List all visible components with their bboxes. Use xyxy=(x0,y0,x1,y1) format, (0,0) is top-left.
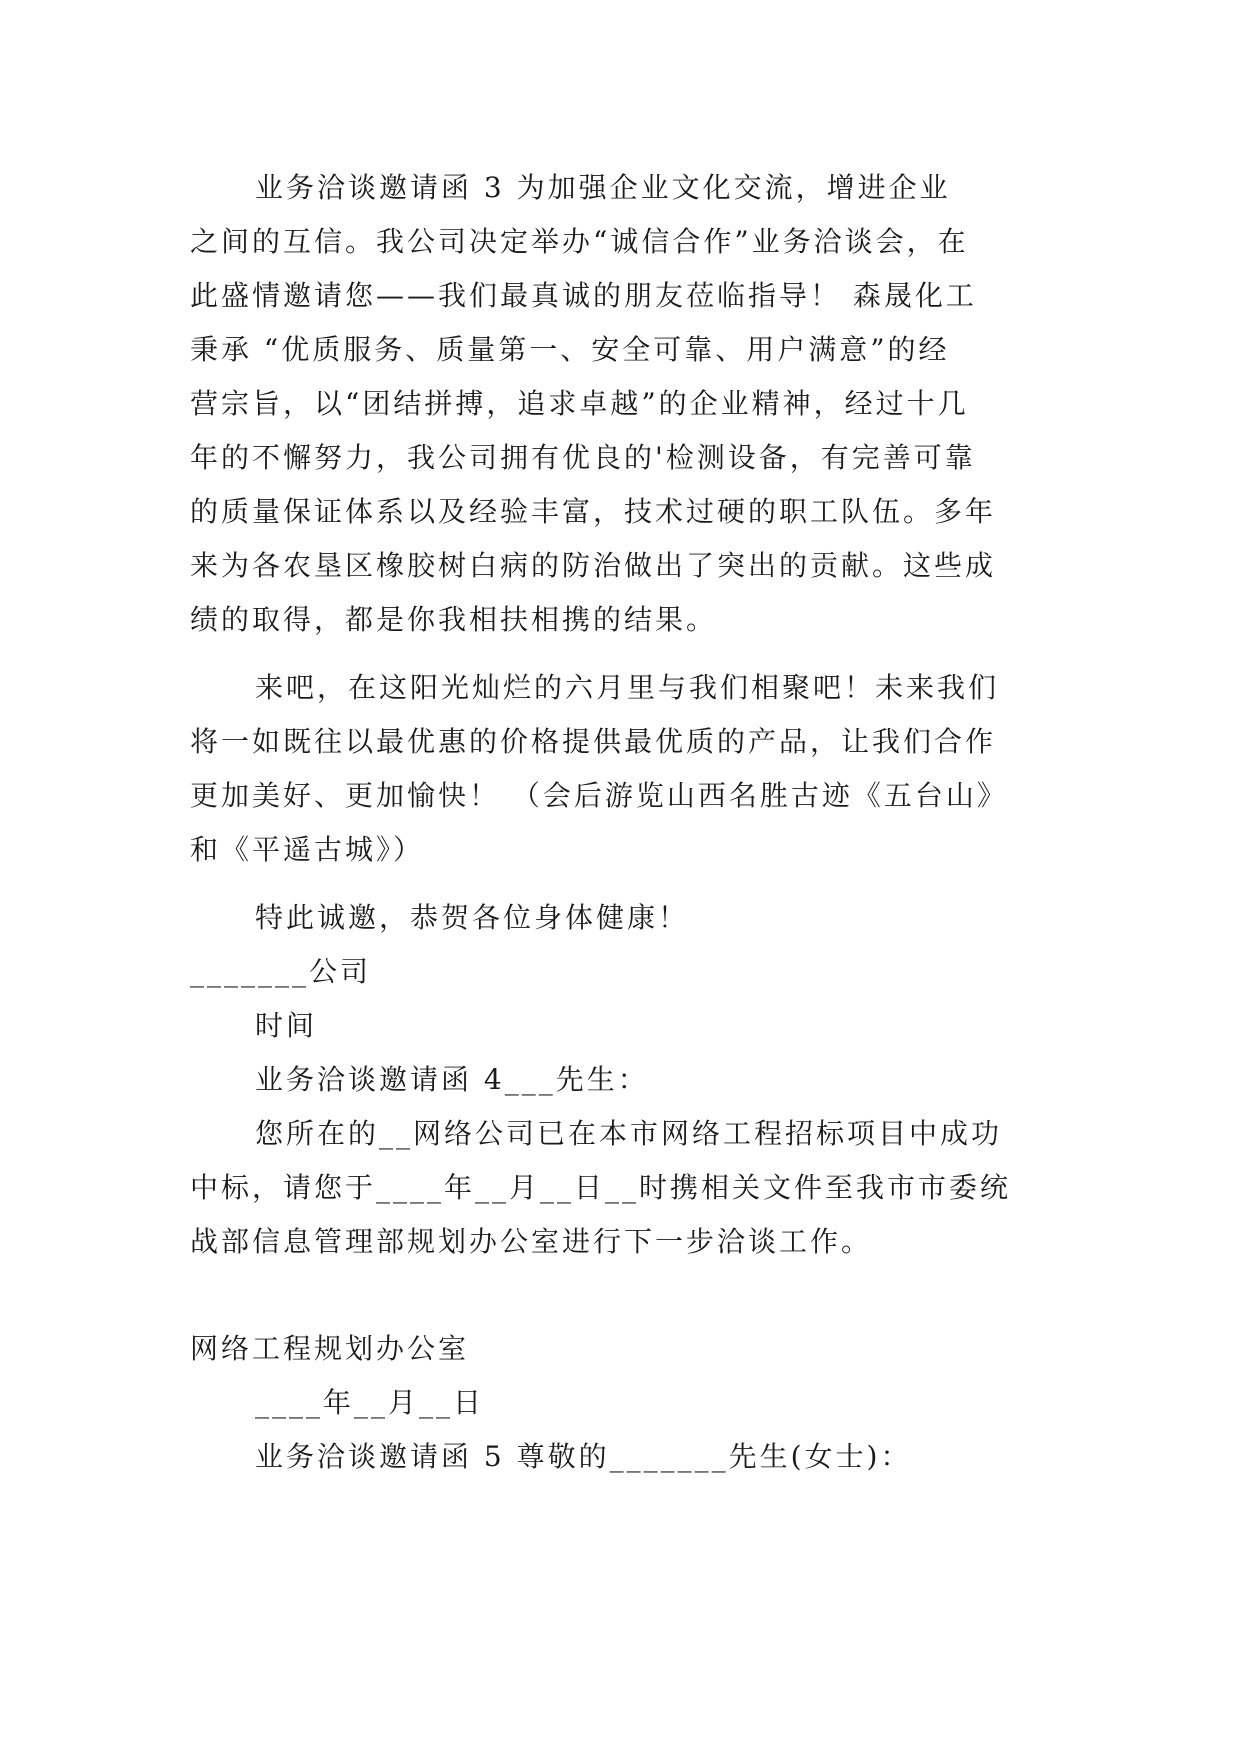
signature-office: 网络工程规划办公室 xyxy=(190,1332,470,1365)
invitation-3-heading-line: 业务洽谈邀请函 3 为加强企业文化交流，增进企业 xyxy=(255,171,951,204)
body-text-line: 营宗旨，以“团结拼搏，追求卓越”的企业精神，经过十几 xyxy=(190,387,969,420)
signature-date: ____年__月__日 xyxy=(255,1386,485,1419)
body-text-line: 秉承 “优质服务、质量第一、安全可靠、用户满意”的经 xyxy=(190,333,950,366)
body-text-line: 绩的取得，都是你我相扶相携的结果。 xyxy=(190,603,718,636)
body-text-line: 战部信息管理部规划办公室进行下一步洽谈工作。 xyxy=(190,1225,873,1258)
body-text-line: 将一如既往以最优惠的价格提供最优质的产品，让我们合作 xyxy=(190,725,997,758)
closing-greeting: 特此诚邀，恭贺各位身体健康！ xyxy=(255,901,690,934)
body-text-line: 中标，请您于____年__月__日__时携相关文件至我市市委统 xyxy=(190,1171,1012,1204)
body-text-line: 来为各农垦区橡胶树白病的防治做出了突出的贡献。这些成 xyxy=(190,549,997,582)
body-text-line: 您所在的__网络公司已在本市网络工程招标项目中成功 xyxy=(255,1117,1003,1150)
signature-date: 时间 xyxy=(255,1009,318,1042)
body-text-line: 年的不懈努力，我公司拥有优良的'检测设备，有完善可靠 xyxy=(190,441,976,474)
invitation-4-heading-line: 业务洽谈邀请函 4___先生： xyxy=(255,1063,649,1096)
body-text-line: 和《平遥古城》） xyxy=(190,833,425,866)
body-text-line: 来吧，在这阳光灿烂的六月里与我们相聚吧！未来我们 xyxy=(255,671,1000,704)
body-text-line: 此盛情邀请您——我们最真诚的朋友莅临指导！ 森晟化工 xyxy=(190,279,977,312)
signature-company: _______公司 xyxy=(190,955,372,988)
body-text-line: 之间的互信。我公司决定举办“诚信合作”业务洽谈会，在 xyxy=(190,225,969,258)
body-text-line: 更加美好、更加愉快！ （会后游览山西名胜古迹《五台山》 xyxy=(190,779,1008,812)
invitation-5-heading-line: 业务洽谈邀请函 5 尊敬的_______先生(女士)： xyxy=(255,1440,912,1473)
body-text-line: 的质量保证体系以及经验丰富，技术过硬的职工队伍。多年 xyxy=(190,495,997,528)
